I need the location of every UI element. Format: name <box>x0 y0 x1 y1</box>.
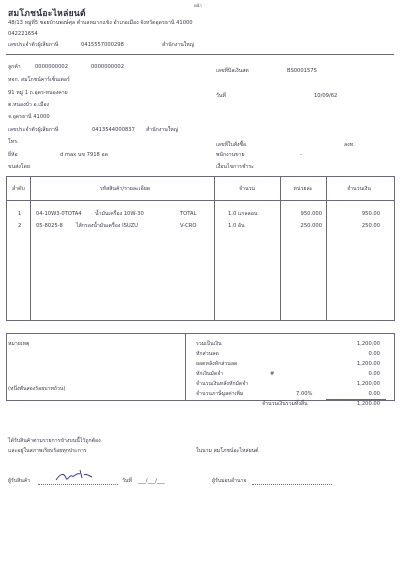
company-tax-id: 0415557000298 <box>81 42 124 48</box>
signer-label: ผู้รับมอบอำนาจ <box>212 478 247 484</box>
receiver-signature-line <box>38 484 118 485</box>
receipt-note-2: และอยู่ในสภาพเรียบร้อยทุกประการ <box>8 448 87 454</box>
sales-value: - <box>300 152 302 158</box>
customer-address-3: จ.อุดรธานี 41000 <box>8 114 50 120</box>
grand-total-label: จำนวนเงินรวมทั้งสิ้น <box>262 401 308 407</box>
receiver-label: ผู้รับสินค้า <box>8 478 31 484</box>
customer-tax-id: 0413544000837 <box>92 127 135 133</box>
vehicle-label: ยี่ห้อ <box>8 152 18 158</box>
discount-value: 0.00 <box>368 351 380 357</box>
company-phone: 042221654 <box>8 31 38 37</box>
after-discount-value: 1,200.00 <box>356 361 380 367</box>
grand-total-underline <box>326 399 386 400</box>
doc-no-label: เลขที่บิลเงินสด <box>216 68 249 74</box>
doc-date-label: วันที่ <box>216 93 226 99</box>
row-desc: ไส้กรองน้ำมันเครื่อง ISUZU <box>76 223 138 229</box>
col-divider <box>280 177 281 320</box>
customer-tel-label: โทร. <box>8 139 19 145</box>
customer-address-1: 91 หมู่ 1 ถ.อุดร-หนองคาย <box>8 90 68 96</box>
customer-code-2: 0000000002 <box>91 64 125 70</box>
copy-mark: หน้า <box>194 3 202 8</box>
after-deposit-label: จำนวนเงินหลังหักมัดจำ <box>196 381 249 387</box>
row-qty: 1.0 อัน <box>228 223 245 229</box>
after-deposit-value: 1,200.00 <box>356 381 380 387</box>
row-code: 05-8025-8 <box>36 223 63 229</box>
receive-date-blank: ___/___/___ <box>138 478 165 484</box>
deposit-symbol: # <box>270 371 275 377</box>
customer-address-2: ต.หนองบัว อ.เมือง <box>8 102 50 108</box>
total-label: รวมเป็นเงิน <box>196 341 222 347</box>
col-header-price: หน่วยละ <box>293 186 313 192</box>
company-address: 48/13 หมู่ที่5 ซอยบ้านพงษ์ศุล ตำบลหมากแข้ง อำเภอเมือง จังหวัดอุดรธานี 41000 <box>8 20 193 26</box>
ship-label: ขนส่งโดย <box>8 164 30 170</box>
doc-ref-label: เลขที่ใบสั่งซื้อ <box>216 142 247 148</box>
col-divider <box>326 177 327 320</box>
on-behalf-of: ในนาม สมโภชน์อะไหล่ยนต์ <box>196 448 259 454</box>
discount-label: หักส่วนลด <box>196 351 219 357</box>
deposit-label: หักเงินมัดจำ <box>196 371 224 377</box>
header-divider <box>6 54 394 55</box>
pay-terms-label: เงื่อนไขการชำระ <box>216 164 254 170</box>
row-amount: 250.00 <box>361 223 380 229</box>
after-discount-label: ยอดหลังหักส่วนลด <box>196 361 238 367</box>
remark-label: หมายเหตุ <box>8 341 30 347</box>
table-header-divider <box>6 200 394 201</box>
row-price: 950.000 <box>300 211 322 217</box>
col-divider <box>30 177 31 320</box>
company-tax-label: เลขประจำตัวผู้เสียภาษี <box>8 42 59 48</box>
row-no: 2 <box>18 223 22 229</box>
col-header-amount: จำนวนเงิน <box>347 186 371 192</box>
row-brand: V-CRO <box>180 223 197 229</box>
vat-rate: 7.00% <box>296 391 313 397</box>
company-name: สมโภชน์อะไหล่ยนต์ <box>8 9 86 19</box>
row-no: 1 <box>18 211 22 217</box>
totals-divider <box>185 334 186 400</box>
vat-label: จำนวนภาษีมูลค่าเพิ่ม <box>196 391 244 397</box>
receiver-signature <box>54 468 94 484</box>
row-amount: 950.00 <box>361 211 380 217</box>
doc-no: BS0001575 <box>287 68 317 74</box>
row-brand: TOTAL <box>180 211 197 217</box>
signer-signature-line <box>252 484 332 485</box>
col-header-qty: จำนวน <box>239 186 255 192</box>
doc-date: 10/09/62 <box>314 93 338 99</box>
company-branch: สำนักงานใหญ่ <box>162 42 195 48</box>
col-header-desc: รหัสสินค้า/รายละเอียด <box>99 186 151 192</box>
grand-total-value: 1,200.00 <box>356 401 380 407</box>
customer-branch: สำนักงานใหญ่ <box>146 127 179 133</box>
row-price: 250.000 <box>300 223 322 229</box>
customer-code-label: ลูกค้า <box>8 64 21 70</box>
doc-credit-label: ลงท. <box>344 142 355 148</box>
deposit-value: 0.00 <box>368 371 380 377</box>
row-code: 04-10W3-0TOTA4 <box>36 211 82 217</box>
col-divider <box>214 177 215 320</box>
row-qty: 1.0 แกลลอน <box>228 211 258 217</box>
customer-name: หจก. สมโภชน์คาร์เซ็นเตอร์ <box>8 77 70 83</box>
customer-code: 0000000002 <box>35 64 69 70</box>
vat-value: 0.00 <box>368 391 380 397</box>
total-value: 1,200.00 <box>356 341 380 347</box>
amount-in-words: (หนึ่งพันสองร้อยบาทถ้วน) <box>8 386 66 392</box>
customer-tax-label: เลขประจำตัวผู้เสียภาษี <box>8 127 59 133</box>
col-header-no: ลำดับ <box>12 186 25 192</box>
items-table <box>6 176 395 321</box>
row-desc: น้ำมันเครื่อง 10W-30 <box>95 211 144 217</box>
sales-label: พนักงานขาย <box>216 152 245 158</box>
vehicle-value: d max นข 7918 อด <box>60 152 108 158</box>
receive-date-label: วันที่ <box>122 478 132 484</box>
receipt-note-1: ได้รับสินค้าตามรายการข้างบนนี้ไว้ถูกต้อง <box>8 438 101 444</box>
